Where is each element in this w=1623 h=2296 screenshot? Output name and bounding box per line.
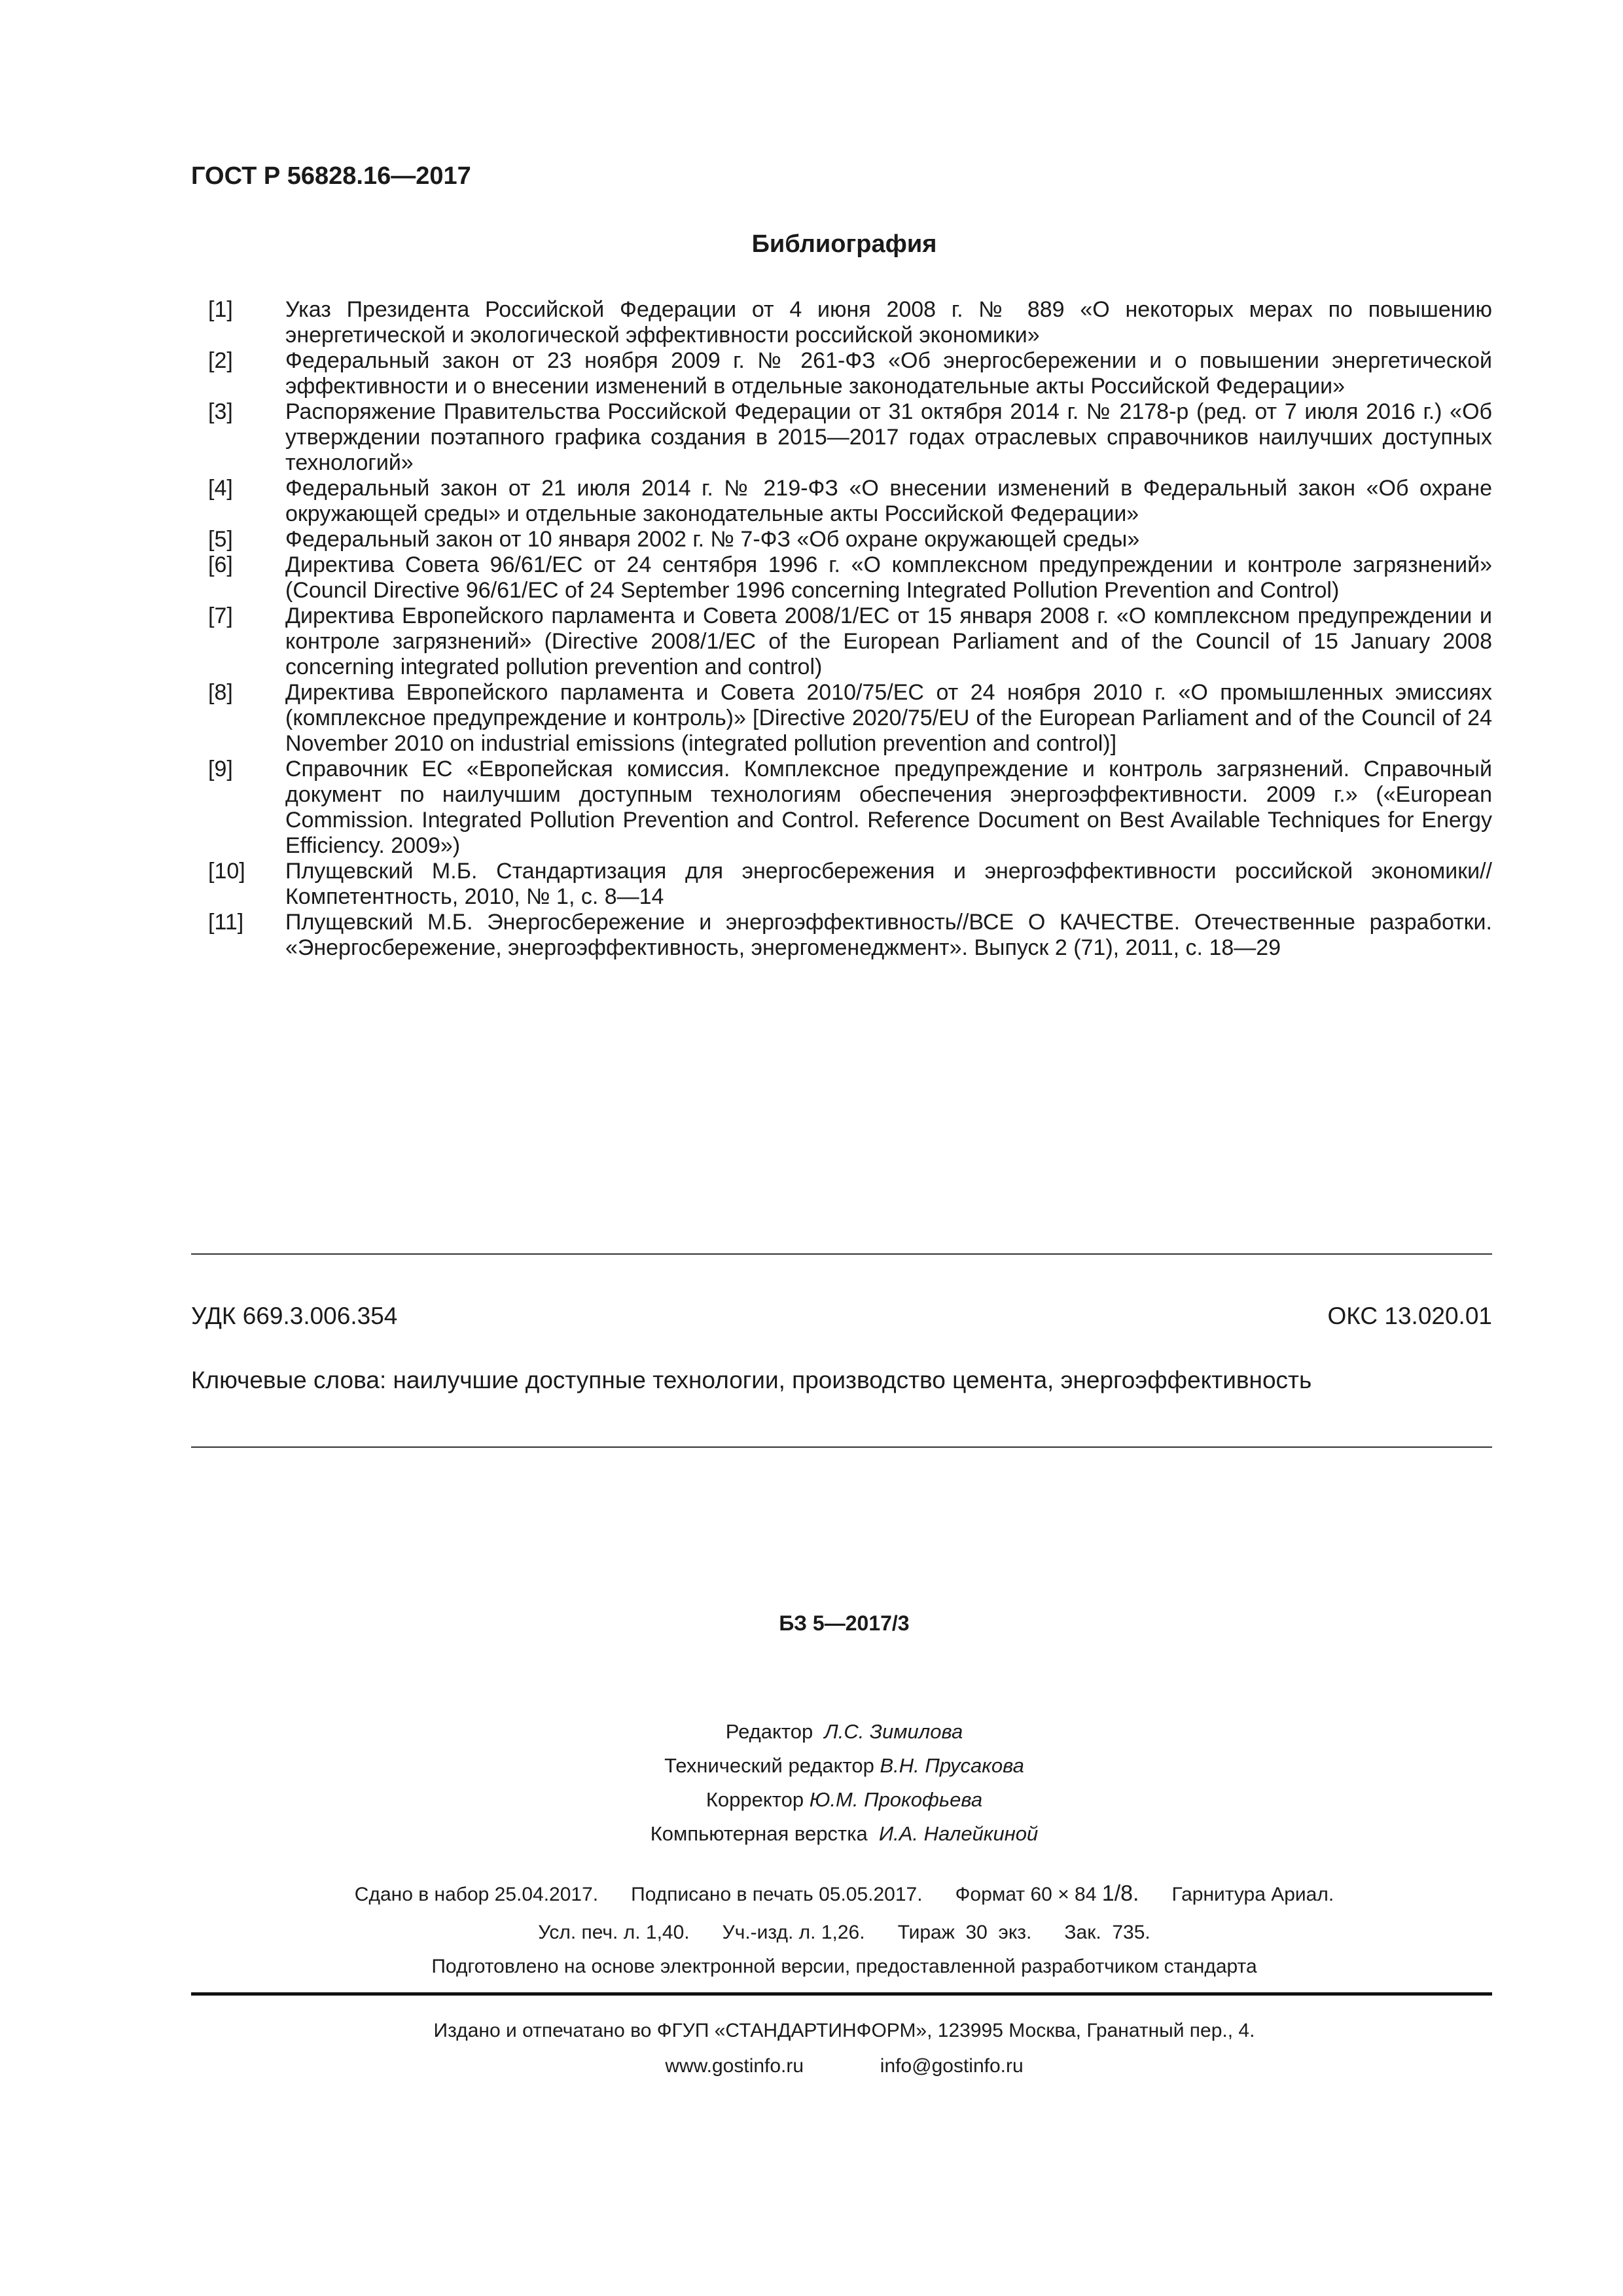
- reference-text: Директива Европейского парламента и Совета 2008/1/ЕС от 15 января 2008 г. «О комплексном предупреждении и контроле загрязнений» (Directive 2008/1/EC of the European Parliament and of the Council of 15 January 2008 concerning integrated pollution prevention and control): [285, 603, 1492, 679]
- bibliography-item: [208, 910, 1492, 961]
- credit-layout: [0, 1822, 1623, 1846]
- reference-number: [7]: [208, 603, 233, 628]
- oks-code: ОКС 13.020.01: [1327, 1302, 1492, 1329]
- bibliography-item: [208, 859, 1492, 910]
- credit-tech-editor: [0, 1754, 1623, 1778]
- editor-role: Редактор: [725, 1720, 813, 1743]
- print-sheets: Усл. печ. л. 1,40.: [538, 1922, 690, 1943]
- reference-text: Плущевский М.Б. Энергосбережение и энергоэффективность//ВСЕ О КАЧЕСТВЕ. Отечественные разработки. «Энергосбережение, энергоэффективность, энергоменеджмент». Выпуск 2 (71), 2011, с. 18—29: [285, 910, 1492, 960]
- reference-text: Федеральный закон от 10 января 2002 г. № 7-ФЗ «Об охране окружающей среды»: [285, 527, 1140, 552]
- bibliography-item: [208, 399, 1492, 476]
- reference-text: Директива Европейского парламента и Совета 2010/75/ЕС от 24 ноября 2010 г. «О промышленных эмиссиях (комплексное предупреждение и контроль)» [Directive 2020/75/EU of the European Parliament and of the Council of 24 November 2010 on industrial emissions (integrated pollution prevention and control)]: [285, 680, 1492, 756]
- circulation: Тираж 30 экз.: [897, 1922, 1032, 1943]
- layout-name: И.А. Налейкиной: [878, 1822, 1039, 1845]
- reference-number: [1]: [208, 297, 233, 322]
- bibliography-item: [208, 603, 1492, 680]
- publisher-sheets: Уч.-изд. л. 1,26.: [722, 1922, 865, 1943]
- bibliography-item: [208, 552, 1492, 603]
- editor-name: Л.С. Зимилова: [824, 1720, 963, 1743]
- reference-text: Распоряжение Правительства Российской Федерации от 31 октября 2014 г. № 2178-р (ред. от 7 июля 2016 г.) «Об утверждении поэтапного графика создания в 2015—2017 годах отраслевых справочников наилучших доступных технологий»: [285, 399, 1492, 475]
- production-line-2: [0, 1922, 1623, 1944]
- format: Формат 60 × 84: [955, 1884, 1097, 1905]
- reference-number: [10]: [208, 859, 245, 884]
- prepared-note: Подготовлено на основе электронной версии, предоставленной разработчиком стандарта: [431, 1956, 1257, 1977]
- format-fraction: 1/8.: [1101, 1881, 1139, 1906]
- reference-number: [2]: [208, 348, 233, 373]
- reference-text: Плущевский М.Б. Стандартизация для энергосбережения и энергоэффективности российской экономики//Компетентность, 2010, № 1, с. 8—14: [285, 859, 1492, 909]
- bibliography-item: [208, 348, 1492, 399]
- corrector-role: Корректор: [705, 1788, 804, 1811]
- divider-bottom: [191, 1446, 1492, 1448]
- tech-editor-name: В.Н. Прусакова: [880, 1754, 1024, 1777]
- bibliography-title: Библиография: [751, 230, 937, 258]
- document-code: ГОСТ Р 56828.16—2017: [191, 162, 471, 190]
- bz-code: БЗ 5—2017/3: [779, 1611, 910, 1635]
- reference-number: [9]: [208, 757, 233, 781]
- corrector-name: Ю.М. Прокофьева: [809, 1788, 983, 1811]
- order-number: Зак. 735.: [1064, 1922, 1150, 1943]
- reference-number: [5]: [208, 527, 233, 552]
- credit-corrector: [0, 1788, 1623, 1812]
- typeface: Гарнитура Ариал.: [1171, 1884, 1334, 1905]
- email-link[interactable]: info@gostinfo.ru: [880, 2055, 1024, 2077]
- production-line-1: [0, 1881, 1623, 1907]
- divider-imprint: [191, 1992, 1492, 1996]
- contacts-line: [0, 2055, 1623, 2077]
- reference-number: [8]: [208, 680, 233, 705]
- signed-date: Подписано в печать 05.05.2017.: [631, 1884, 923, 1905]
- bibliography-item: [208, 476, 1492, 527]
- udk-code: УДК 669.3.006.354: [191, 1302, 398, 1329]
- reference-text: Указ Президента Российской Федерации от 4 июня 2008 г. № 889 «О некоторых мерах по повышению энергетической и экологической эффективности российской экономики»: [285, 297, 1492, 348]
- reference-text: Директива Совета 96/61/ЕС от 24 сентября 1996 г. «О комплексном предупреждении и контроле загрязнений» (Council Directive 96/61/EC of 24 September 1996 concerning Integrated Pollution Prevention and Control): [285, 552, 1492, 603]
- website-link[interactable]: www.gostinfo.ru: [665, 2055, 804, 2077]
- reference-number: [11]: [208, 910, 244, 935]
- divider-top: [191, 1253, 1492, 1255]
- reference-number: [6]: [208, 552, 233, 577]
- reference-text: Федеральный закон от 23 ноября 2009 г. № 261-ФЗ «Об энергосбережении и о повышении энергетической эффективности и о внесении изменений в отдельные законодательные акты Российской Федерации»: [285, 348, 1492, 399]
- reference-text: Федеральный закон от 21 июля 2014 г. № 219-ФЗ «О внесении изменений в Федеральный закон «Об охране окружающей среды» и отдельные законодательные акты Российской Федерации»: [285, 476, 1492, 526]
- credit-editor: [0, 1720, 1623, 1744]
- bibliography-item: [208, 757, 1492, 859]
- bibliography-item: [208, 297, 1492, 348]
- reference-text: Справочник ЕС «Европейская комиссия. Комплексное предупреждение и контроль загрязнений. Справочный документ по наилучшим доступным технологиям обеспечения энергоэффективности. 2009 г.» («European Commission. Integrated Pollution Prevention and Control. Reference Document on Best Available Techniques for Energy Efficiency. 2009»): [285, 757, 1492, 858]
- bibliography-list: [208, 297, 1492, 961]
- reference-number: [4]: [208, 476, 233, 501]
- keywords: Ключевые слова: наилучшие доступные технологии, производство цемента, энергоэффективность: [191, 1367, 1312, 1393]
- submitted-date: Сдано в набор 25.04.2017.: [354, 1884, 599, 1905]
- layout-role: Компьютерная верстка: [650, 1822, 868, 1845]
- reference-number: [3]: [208, 399, 233, 424]
- tech-editor-role: Технический редактор: [664, 1754, 874, 1777]
- bibliography-item: [208, 680, 1492, 757]
- publisher-line: Издано и отпечатано во ФГУП «СТАНДАРТИНФОРМ», 123995 Москва, Гранатный пер., 4.: [433, 2020, 1255, 2041]
- bibliography-item: [208, 527, 1492, 552]
